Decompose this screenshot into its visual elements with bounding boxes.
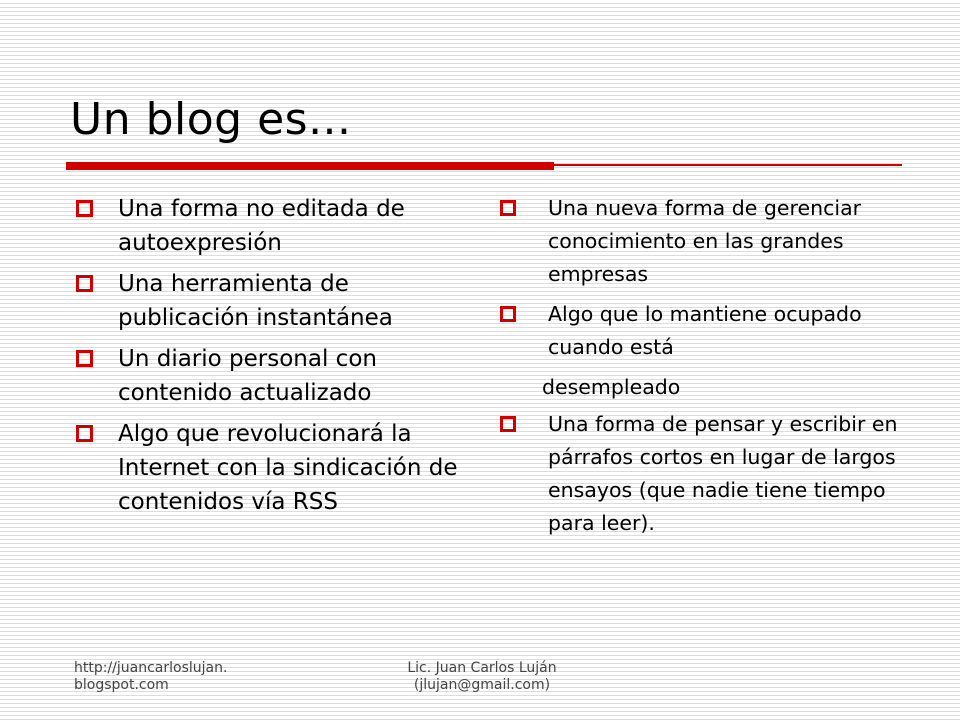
left-bullet-list: [74, 192, 458, 526]
list-item-text: Algo que lo mantiene ocupado cuando está: [548, 302, 862, 359]
list-item-text: Una forma no editada de autoexpresión: [118, 196, 405, 256]
list-item-continuation: desempleado: [542, 375, 681, 399]
square-bullet-icon: [500, 416, 516, 432]
footer-url-line-2: blogspot.com: [74, 677, 169, 693]
list-item-text: Algo que revolucionará la Internet con la sindicación de contenidos vía RSS: [118, 421, 458, 515]
list-item-text: Una nueva forma de gerenciar conocimiento en las grandes empresas: [548, 196, 862, 286]
list-item: [74, 342, 458, 410]
square-bullet-icon: [76, 200, 93, 217]
slide-title: Un blog es...: [70, 94, 352, 145]
list-item: [74, 192, 458, 260]
list-item: [498, 408, 898, 540]
square-bullet-icon: [76, 275, 93, 292]
title-underline-line: [554, 164, 902, 166]
list-item-text: Un diario personal con contenido actualizado: [118, 346, 377, 406]
list-item-text: Una herramienta de publicación instantánea: [118, 271, 393, 331]
square-bullet-icon: [500, 306, 516, 322]
list-item-text: Una forma de pensar y escribir en párrafos cortos en lugar de largos ensayos (que nadie tiene tiempo para leer).: [548, 412, 898, 535]
footer-author-name: Lic. Juan Carlos Luján: [407, 660, 557, 676]
square-bullet-icon: [76, 350, 93, 367]
list-item: [74, 417, 458, 519]
square-bullet-icon: [76, 425, 93, 442]
right-bullet-list: [498, 192, 898, 547]
footer-author-email: (jlujan@gmail.com): [413, 677, 551, 693]
square-bullet-icon: [500, 200, 516, 216]
footer-author: [372, 660, 592, 694]
list-item: [498, 298, 898, 364]
list-item: [74, 267, 458, 335]
footer-blog-url: [74, 660, 294, 694]
title-underline-bar: [66, 162, 554, 170]
list-item: [498, 192, 898, 291]
footer-url-line-1: http://juancarloslujan.: [74, 660, 228, 676]
